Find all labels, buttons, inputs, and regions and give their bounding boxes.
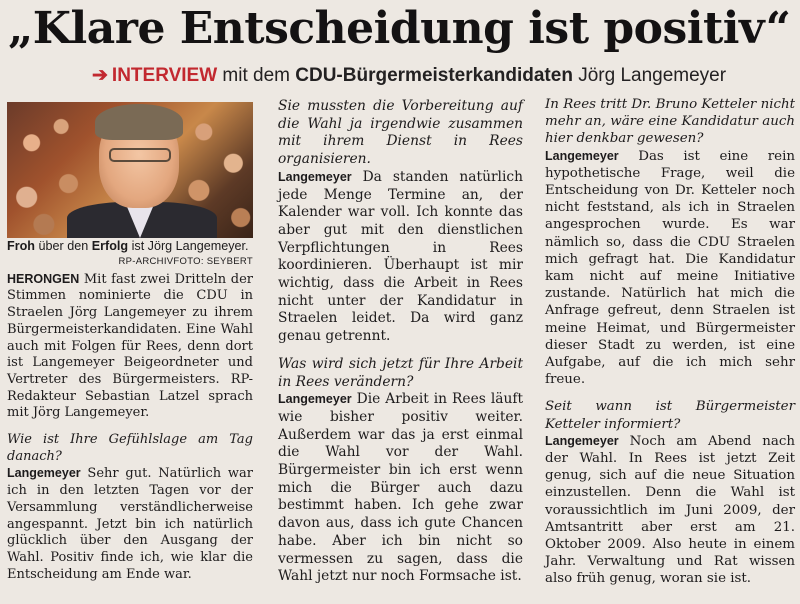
kicker-bold: CDU-Bürgermeisterkandidaten xyxy=(295,65,573,86)
photo-caption: Froh über den Erfolg ist Jörg Langemeyer. xyxy=(7,239,249,253)
kicker-line xyxy=(92,63,726,89)
answer-4: Langemeyer Das ist eine rein hypothetische Frage, weil die Entscheidung von Dr. Ketteler noch nicht feststand, als ich in Straelen angesprochen wurde. Es war nämlich so, dass die CDU Straelen mich gefragt hat. Die Kandidatur kam nicht auf meine Initiative zustande. Natürlich hat mich die Anfrage gefreut, denn Straelen ist meine Heimat, und Bürgermeister dieser Stadt zu werden, ist eine Aufgabe, auf die ich mich sehr freue. xyxy=(545,148,795,388)
answer-3: Langemeyer Die Arbeit in Rees läuft wie bisher positiv weiter. Außerdem war das ja erst einmal die Wahl vor der Wahl. Bürgermeister bin ich erst wenn mich die Bürger auch dazu bestimmt haben. Ich gehe zwar davon aus, dass ich gute Chancen habe. Aber ich bin nicht so vermessen zu sagen, dass die Wahl jetzt nur noch Formsache ist. xyxy=(278,391,523,585)
dateline: HERONGEN xyxy=(7,271,80,286)
answer-5: Langemeyer Noch am Abend nach der Wahl. In Rees ist jetzt Zeit genug, sich auf die neue Situation einzustellen. Denn die Wahl ist voraussichtlich im Juni 2009, der Amtsantritt aber erst am 21. Oktober 2009. Also heute in einem Jahr. Verwaltung und Rat wissen also früh genug, woran sie ist. xyxy=(545,433,795,587)
question-1: Wie ist Ihre Gefühlslage am Tag danach? xyxy=(7,432,253,464)
kicker-text-post: Jörg Langemeyer xyxy=(572,65,727,86)
candidate-photo xyxy=(7,102,253,238)
question-3: Was wird sich jetzt für Ihre Arbeit in Rees verändern? xyxy=(278,355,523,390)
headline: „Klare Entscheidung ist positiv“ xyxy=(8,3,791,54)
answer-2: Langemeyer Da standen natürlich jede Menge Termine an, der Kalender war voll. Ich konnte das aber gut mit den dienstlichen Verpflichtungen in Rees koordinieren. Überhaupt ist mir wichtig, dass die Arbeit in Rees nicht unter der Kandidatur in Straelen leidet. Da wird ganz genau getrennt. xyxy=(278,168,523,345)
kicker-text-pre: mit dem xyxy=(217,65,296,86)
kicker-label: INTERVIEW xyxy=(111,65,218,86)
column-1 xyxy=(7,102,253,583)
question-5: Seit wann ist Bürgermeister Ketteler informiert? xyxy=(545,399,795,432)
answer-1: Langemeyer Sehr gut. Natürlich war ich in den letzten Tagen vor der Versammlung verständlicherweise angespannt. Jetzt bin ich natürlich glücklich über den Ausgang der Wahl. Positiv finde ich, wie klar die Entscheidung am Ende war. xyxy=(7,466,253,582)
arrow-icon: ➔ xyxy=(92,65,108,86)
intro-paragraph: HERONGEN Mit fast zwei Dritteln der Stimmen nominierte die CDU in Straelen Jörg Langemeyer zu ihrem Bürgermeisterkandidaten. Eine Wahl auch mit Folgen für Rees, denn dort ist Langemeyer Beigeordneter und Vertreter des Bürgermeisters. RP-Redakteur Sebastian Latzel sprach mit Jörg Langemeyer. xyxy=(7,271,253,421)
column-3 xyxy=(545,96,795,588)
photo-credit: RP-ARCHIVFOTO: SEYBERT xyxy=(118,256,253,267)
question-2: Sie mussten die Vorbereitung auf die Wahl ja irgendwie zusammen mit ihrem Dienst in Rees organisieren. xyxy=(278,98,523,168)
column-2 xyxy=(278,98,523,586)
question-4: In Rees tritt Dr. Bruno Ketteler nicht mehr an, wäre eine Kandidatur auch hier denkbar gewesen? xyxy=(545,97,795,147)
